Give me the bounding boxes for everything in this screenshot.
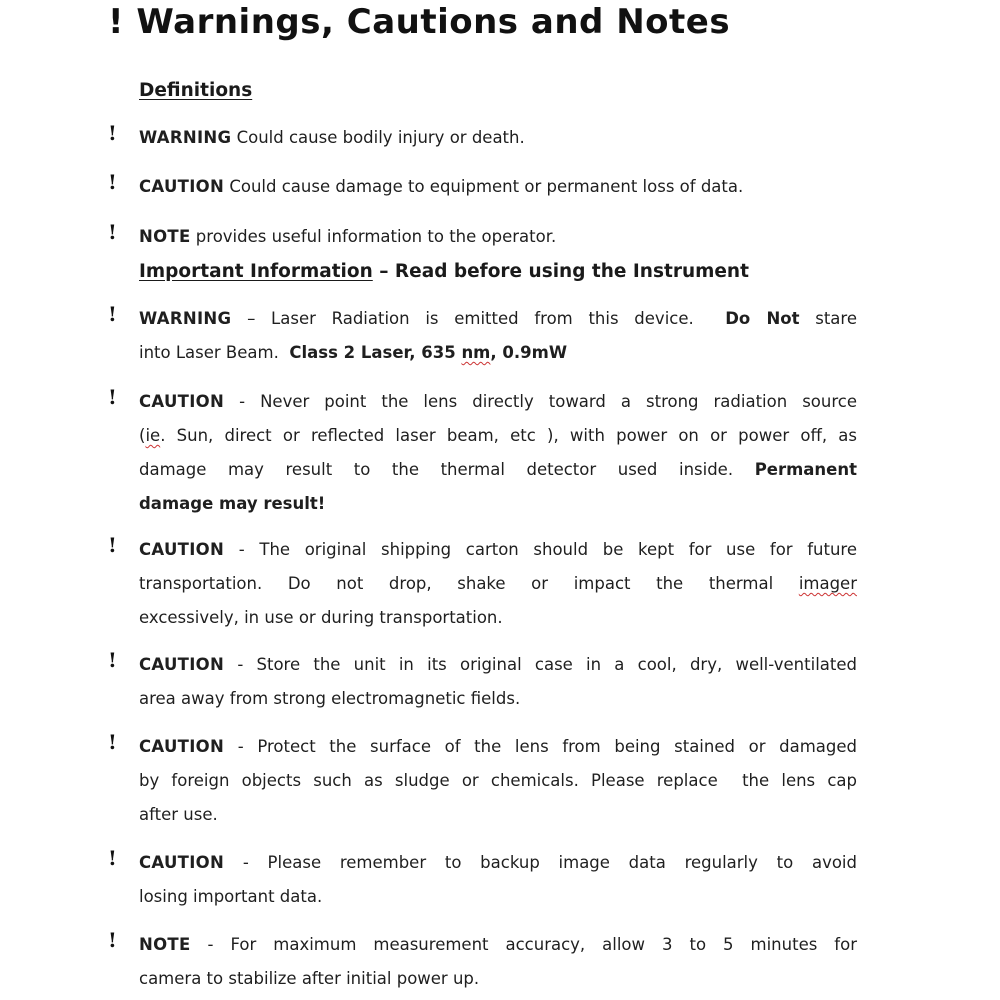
notice-text: - For maximum measurement accuracy, allow 3 to 5 minutes for (190, 935, 857, 954)
definition-text: Could cause damage to equipment or permanent loss of data. (224, 177, 744, 196)
exclamation-icon: ! (108, 846, 117, 870)
exclamation-icon: ! (108, 385, 117, 409)
notice-text: into Laser Beam. (139, 343, 279, 362)
exclamation-icon: ! (108, 302, 117, 326)
definitions-heading (139, 80, 252, 101)
notice-bold: Do Not (725, 309, 800, 328)
notice-bold: nm (461, 343, 491, 362)
notice-label: CAUTION (139, 655, 225, 674)
definition-label: CAUTION (139, 177, 225, 196)
notice-label: NOTE (139, 935, 191, 954)
notice-text: transportation. Do not drop, shake or impact the thermal (139, 574, 799, 593)
definition-text: Could cause bodily injury or death. (231, 128, 525, 147)
notice-bold: Permanent (754, 460, 858, 479)
notice-text: after use. (139, 805, 218, 824)
notice-text: imager (798, 574, 857, 593)
notice-bold: Class 2 Laser, 635 (289, 343, 462, 362)
exclamation-icon: ! (108, 220, 117, 244)
definitions-heading-text: Definitions (139, 80, 253, 101)
notice-label: WARNING (139, 309, 232, 328)
notice-label: CAUTION (139, 540, 225, 559)
notice-text: - Please remember to backup image data regularly to avoid (224, 853, 857, 872)
exclamation-icon: ! (108, 121, 117, 145)
definition-label: NOTE (139, 227, 191, 246)
notice-text: ie (145, 426, 161, 445)
notice-text: damage may result to the thermal detector used inside. (139, 460, 734, 479)
notice-bold: damage may result! (139, 494, 326, 513)
notice-bold: , 0.9mW (490, 343, 568, 362)
notice-text: area away from strong electromagnetic fields. (139, 689, 521, 708)
notice-text: camera to stabilize after initial power up. (139, 969, 480, 988)
important-heading (139, 261, 749, 282)
notice-label: CAUTION (139, 392, 225, 411)
notice-text: ( (139, 426, 146, 445)
notice-text: - The original shipping carton should be kept for use for future (224, 540, 857, 559)
notice-label: CAUTION (139, 853, 225, 872)
exclamation-icon: ! (108, 730, 117, 754)
notice-text: – Laser Radiation is emitted from this device. (231, 309, 694, 328)
exclamation-icon: ! (108, 648, 117, 672)
definition-text: provides useful information to the operator. (190, 227, 557, 246)
notice-text: stare (799, 309, 857, 328)
notice-text: - Store the unit in its original case in a cool, dry, well-ventilated (224, 655, 857, 674)
exclamation-icon: ! (108, 928, 117, 952)
notice-text: - Protect the surface of the lens from being stained or damaged (224, 737, 857, 756)
notice-text: . Sun, direct or reflected laser beam, etc ), with power on or power off, as (160, 426, 857, 445)
notice-text: by foreign objects such as sludge or chemicals. Please replace the lens cap (139, 771, 857, 790)
notice-text: losing important data. (139, 887, 323, 906)
notice-text: - Never point the lens directly toward a strong radiation source (224, 392, 857, 411)
notice-text: excessively, in use or during transportation. (139, 608, 503, 627)
important-subheading: – Read before using the Instrument (372, 261, 749, 282)
page-title: ! Warnings, Cautions and Notes (108, 2, 731, 42)
important-heading-text: Important Information (139, 261, 373, 282)
exclamation-icon: ! (108, 170, 117, 194)
notice-label: CAUTION (139, 737, 225, 756)
definition-label: WARNING (139, 128, 232, 147)
exclamation-icon: ! (108, 533, 117, 557)
